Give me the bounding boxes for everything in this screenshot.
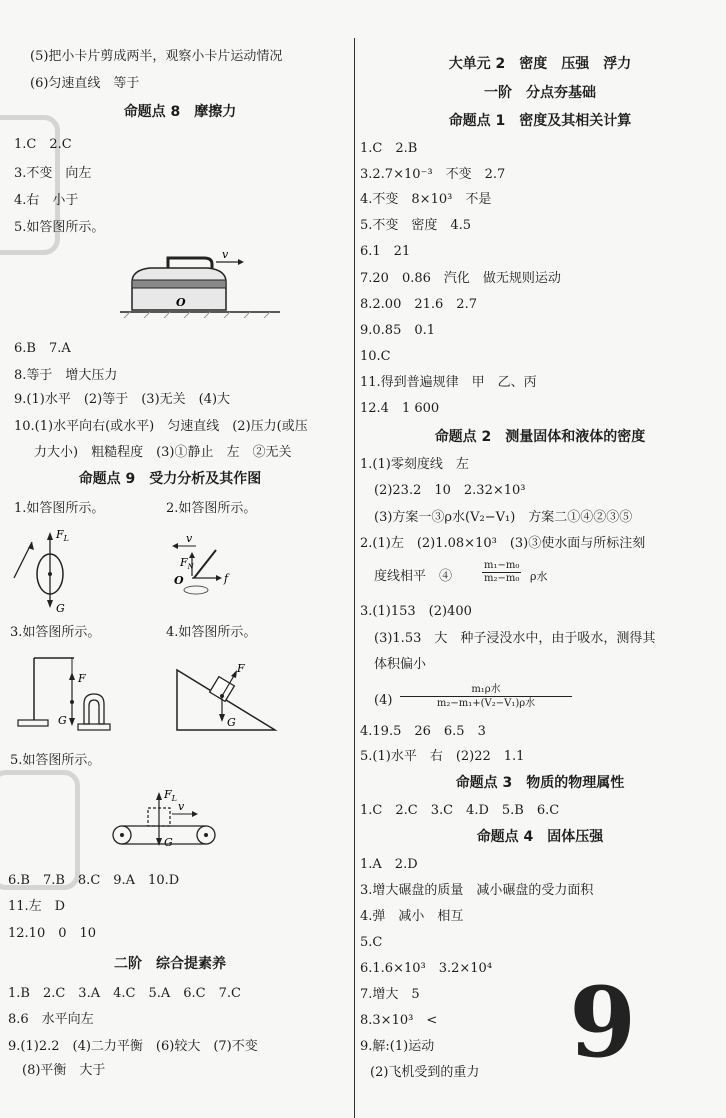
section-heading: 命题点 1 密度及其相关计算: [448, 113, 632, 129]
answer-line: 1.B 2.C 3.A 4.C 5.A 6.C 7.C: [8, 986, 241, 1001]
normal-force-subscript: N: [187, 563, 194, 571]
answer-line: 体积偏小: [374, 657, 427, 672]
velocity-label: v: [186, 532, 193, 545]
answer-line: 10.(1)水平向右(或水平) 匀速直线 (2)压力(或压: [14, 419, 308, 434]
answer-line: 11.得到普遍规律 甲 乙、丙: [360, 375, 537, 390]
answer-line: 4.19.5 26 6.5 3: [360, 724, 486, 739]
point-o-label: O: [176, 296, 186, 309]
curling-stone-diagram: [120, 250, 290, 320]
answer-line: 5.如答图所示。: [14, 220, 105, 235]
answer-line: 7.20 0.86 汽化 做无规则运动: [360, 271, 561, 286]
force-diagram-conveyor: [108, 784, 228, 859]
gravity-label: G: [58, 714, 67, 727]
force-diagram-ball: [10, 522, 90, 614]
answer-line: 9.(1)水平 (2)等于 (3)无关 (4)大: [14, 392, 231, 407]
answer-line: 9.(1)2.2 (4)二力平衡 (6)较大 (7)不变: [8, 1039, 258, 1054]
answer-line: 4.弹 减小 相互: [360, 909, 464, 924]
force-subscript: L: [63, 534, 69, 543]
fraction-numerator: m₁ρ水: [400, 683, 572, 697]
answer-line: 5.C: [360, 935, 383, 950]
answer-line: 12.10 0 10: [8, 926, 97, 941]
answer-line: 8.等于 增大压力: [14, 368, 118, 383]
force-subscript: L: [171, 794, 177, 803]
force-diagram-incline: [175, 650, 285, 740]
answer-line: 1.C 2.B: [360, 141, 418, 156]
force-label: F: [164, 788, 172, 801]
density-fraction: [482, 560, 521, 585]
answer-line: 11.左 D: [8, 899, 66, 914]
answer-line: (3)1.53 大 种子浸没水中，由于吸水，测得其: [374, 631, 656, 646]
section-heading: 命题点 8 摩擦力: [123, 104, 237, 120]
force-diagram-skater: [168, 530, 248, 610]
answer-line: (6)匀速直线 等于: [30, 76, 140, 91]
answer-line: 4.右 小于: [14, 193, 79, 208]
answer-line: 度线相平 ④: [374, 569, 453, 584]
answer-line: 1.A 2.D: [360, 857, 418, 872]
answer-line: 3.如答图所示。: [10, 625, 101, 640]
answer-line: (8)平衡 大于: [22, 1063, 106, 1078]
answer-line: 2.如答图所示。: [166, 501, 257, 516]
section-heading: 命题点 9 受力分析及其作图: [78, 471, 262, 487]
answer-line: 6.1.6×10³ 3.2×10⁴: [360, 961, 493, 976]
answer-line: 3.(1)153 (2)400: [360, 604, 472, 619]
column-divider: [354, 38, 355, 1118]
answer-line: 力大小) 粗糙程度 (3)①静止 左 ②无关: [34, 445, 292, 460]
answer-line: 9.解:(1)运动: [360, 1039, 435, 1054]
answer-line: 1.(1)零刻度线 左: [360, 457, 469, 472]
answer-line: (2)飞机受到的重力: [370, 1065, 480, 1080]
answer-line: 3.2.7×10⁻³ 不变 2.7: [360, 167, 506, 182]
answer-line: 4.不变 8×10³ 不是: [360, 192, 492, 207]
gravity-label: G: [164, 836, 173, 849]
answer-line: 7.增大 5: [360, 987, 420, 1002]
section-heading: 命题点 3 物质的物理属性: [455, 775, 625, 791]
answer-line: 6.1 21: [360, 244, 411, 259]
answer-line: 10.C: [360, 349, 391, 364]
section-heading: 命题点 2 测量固体和液体的密度: [434, 429, 646, 445]
force-label: F: [56, 528, 64, 541]
point-o-label: O: [174, 574, 184, 587]
gravity-label: G: [227, 716, 236, 729]
normal-force-label: F: [180, 556, 188, 569]
page-number: 9: [569, 966, 636, 1079]
fraction-denominator: m₂−m₀: [484, 573, 520, 584]
velocity-label: v: [178, 800, 185, 813]
answer-line: 8.2.00 21.6 2.7: [360, 297, 477, 312]
answer-line: 5.(1)水平 右 (2)22 1.1: [360, 749, 525, 764]
answer-line: 3.增大碾盘的质量 减小碾盘的受力面积: [360, 883, 594, 898]
answer-line: (5)把小卡片剪成两半，观察小卡片运动情况: [30, 49, 283, 64]
answer-line: 5.如答图所示。: [10, 753, 101, 768]
fraction-numerator: m₁−m₀: [484, 560, 520, 571]
fraction-denominator: m₂−m₁+(V₂−V₁)ρ水: [436, 698, 536, 709]
answer-line: 2.(1)左 (2)1.08×10³ (3)③使水面与所标注刻: [360, 536, 646, 551]
section-heading: 二阶 综合提素养: [114, 956, 226, 972]
answer-line: 6.B 7.B 8.C 9.A 10.D: [8, 873, 180, 888]
gravity-label: G: [56, 602, 65, 615]
friction-label: f: [224, 572, 229, 585]
force-label: F: [78, 672, 86, 685]
answer-line: 1.如答图所示。: [14, 501, 105, 516]
svg-text:FL: [163, 788, 177, 803]
answer-line: (2)23.2 10 2.32×10³: [374, 483, 526, 498]
fraction-tail: ρ水: [530, 570, 548, 583]
velocity-label: v: [222, 248, 229, 261]
answer-line: (3)方案一③ρ水(V₂−V₁) 方案二①④②③⑤: [374, 510, 633, 525]
force-label: F: [237, 662, 245, 675]
unit-heading: 大单元 2 密度 压强 浮力: [448, 56, 632, 72]
svg-text:FL: [55, 528, 69, 543]
answer-line: 6.B 7.A: [14, 341, 71, 356]
stage-heading: 一阶 分点夯基础: [484, 85, 596, 101]
answer-line: 9.0.85 0.1: [360, 323, 436, 338]
section-heading: 命题点 4 固体压强: [476, 829, 604, 845]
answer-line: 4.如答图所示。: [166, 625, 257, 640]
answer-line: 5.不变 密度 4.5: [360, 218, 472, 233]
left-column: [0, 0, 352, 1118]
right-column: [360, 0, 726, 1118]
answer-line: (4): [374, 693, 393, 708]
answer-line: 3.不变 向左: [14, 166, 92, 181]
force-diagram-stand: [10, 650, 130, 740]
answer-line: 8.6 水平向左: [8, 1012, 94, 1027]
answer-line: 1.C 2.C: [14, 137, 72, 152]
answer-line: 12.4 1 600: [360, 401, 440, 416]
answer-line: 8.3×10³ <: [360, 1013, 438, 1028]
density-fraction: [400, 683, 572, 710]
answer-line: 1.C 2.C 3.C 4.D 5.B 6.C: [360, 803, 560, 818]
